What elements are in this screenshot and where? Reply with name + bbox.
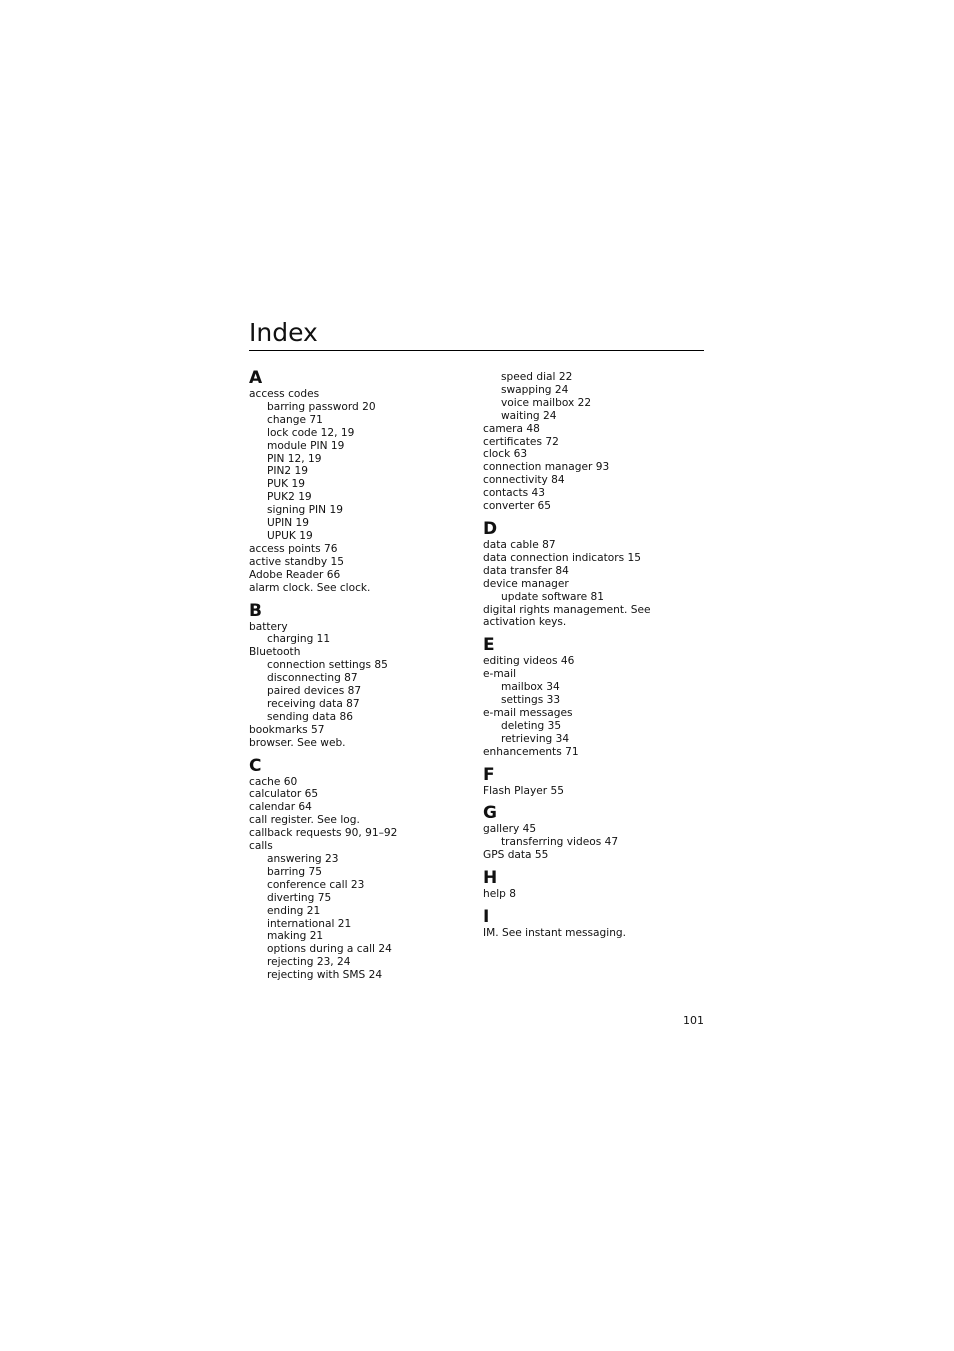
index-subentry: barring password 20 <box>267 400 376 413</box>
section-letter: F <box>483 764 495 785</box>
index-entry: contacts 43 <box>483 487 546 500</box>
index-subentry: deleting 35 <box>501 719 562 732</box>
index-subentry: waiting 24 <box>501 409 557 422</box>
section-letter: I <box>483 907 490 928</box>
index-subentry: rejecting 23, 24 <box>267 956 351 969</box>
section-letter: D <box>483 518 498 539</box>
index-subentry: options during a call 24 <box>267 943 392 956</box>
index-subentry: sending data 86 <box>267 710 353 723</box>
index-entry: active standby 15 <box>249 555 345 568</box>
index-entry: connectivity 84 <box>483 474 565 487</box>
section-letter: H <box>483 868 498 889</box>
index-subentry: paired devices 87 <box>267 685 362 698</box>
index-entry: data cable 87 <box>483 538 556 551</box>
index-entry: device manager <box>483 577 569 590</box>
index-entry: access points 76 <box>249 542 338 555</box>
section-letter: G <box>483 803 497 824</box>
index-subentry: ending 21 <box>267 904 321 917</box>
index-subentry: conference call 23 <box>267 878 365 891</box>
index-subentry: UPUK 19 <box>267 529 313 542</box>
index-entry: enhancements 71 <box>483 745 579 758</box>
page-title: Index <box>249 318 318 347</box>
index-entry: data connection indicators 15 <box>483 551 641 564</box>
index-column-left <box>249 368 474 982</box>
index-section-e <box>483 635 708 758</box>
index-subentry: retrieving 34 <box>501 732 570 745</box>
index-subentry: speed dial 22 <box>501 371 573 383</box>
section-letter: A <box>249 368 263 388</box>
index-subentry: PIN 12, 19 <box>267 452 322 465</box>
index-entry: alarm clock. See clock. <box>249 581 371 594</box>
index-subentry: change 71 <box>267 413 323 426</box>
index-entry: converter 65 <box>483 500 552 513</box>
index-subentry: diverting 75 <box>267 891 332 904</box>
index-section-a <box>249 368 474 595</box>
index-column-right <box>483 371 708 940</box>
index-section-c <box>249 756 474 983</box>
index-entry: calculator 65 <box>249 788 319 801</box>
index-section-i <box>483 907 708 940</box>
index-subentry: answering 23 <box>267 853 339 865</box>
section-letter: E <box>483 635 495 656</box>
index-entry: camera 48 <box>483 422 540 435</box>
index-entry: data transfer 84 <box>483 564 569 577</box>
index-entry: connection manager 93 <box>483 461 610 474</box>
index-entry: call register. See log. <box>249 814 360 827</box>
index-subentry: international 21 <box>267 917 352 930</box>
index-subentry: settings 33 <box>501 694 561 707</box>
index-subentry: rejecting with SMS 24 <box>267 969 383 982</box>
index-entry: e-mail messages <box>483 706 573 719</box>
index-entry: callback requests 90, 91–92 <box>249 827 398 840</box>
index-subentry: transferring videos 47 <box>501 836 619 849</box>
index-subentry: making 21 <box>267 930 324 943</box>
index-subentry: mailbox 34 <box>501 681 560 694</box>
index-subentry: module PIN 19 <box>267 439 345 452</box>
index-subentry: charging 11 <box>267 633 331 646</box>
index-section-continued <box>483 371 708 513</box>
section-letter: B <box>249 600 262 621</box>
index-subentry: lock code 12, 19 <box>267 426 355 439</box>
index-entry: IM. See instant messaging. <box>483 927 627 940</box>
index-section-b <box>249 601 474 750</box>
index-subentry: voice mailbox 22 <box>501 396 592 409</box>
title-divider <box>249 350 704 351</box>
index-section-g <box>483 803 708 862</box>
index-entry: editing videos 46 <box>483 655 575 668</box>
index-entry: clock 63 <box>483 448 528 461</box>
index-subentry: receiving data 87 <box>267 697 360 710</box>
index-entry: gallery 45 <box>483 823 537 836</box>
index-entry: e-mail <box>483 668 517 681</box>
index-subentry: PUK2 19 <box>267 491 312 504</box>
index-subentry: UPIN 19 <box>267 517 310 530</box>
index-subentry: PIN2 19 <box>267 465 309 478</box>
index-entry: help 8 <box>483 888 517 901</box>
index-entry: bookmarks 57 <box>249 723 325 736</box>
index-entry: access codes <box>249 388 320 400</box>
index-subentry: disconnecting 87 <box>267 672 358 685</box>
index-subentry: update software 81 <box>501 590 605 603</box>
index-subentry: connection settings 85 <box>267 659 388 672</box>
index-section-f <box>483 765 708 798</box>
page-number: 101 <box>683 1014 704 1027</box>
index-subentry: barring 75 <box>267 865 322 878</box>
index-entry: Adobe Reader 66 <box>249 568 341 581</box>
index-entry: Bluetooth <box>249 646 301 659</box>
index-subentry: swapping 24 <box>501 383 569 396</box>
index-entry: battery <box>249 620 288 633</box>
index-entry: calls <box>249 840 273 853</box>
index-entry: calendar 64 <box>249 801 312 814</box>
index-entry: GPS data 55 <box>483 849 549 862</box>
index-section-d <box>483 519 708 629</box>
index-section-h <box>483 868 708 901</box>
section-letter: C <box>249 755 262 776</box>
index-entry: digital rights management. See activation keys. <box>483 603 651 629</box>
index-entry: certificates 72 <box>483 435 559 448</box>
index-subentry: PUK 19 <box>267 478 305 491</box>
index-subentry: signing PIN 19 <box>267 504 343 517</box>
index-entry: Flash Player 55 <box>483 784 564 797</box>
index-entry: cache 60 <box>249 775 298 788</box>
index-entry: browser. See web. <box>249 736 346 749</box>
